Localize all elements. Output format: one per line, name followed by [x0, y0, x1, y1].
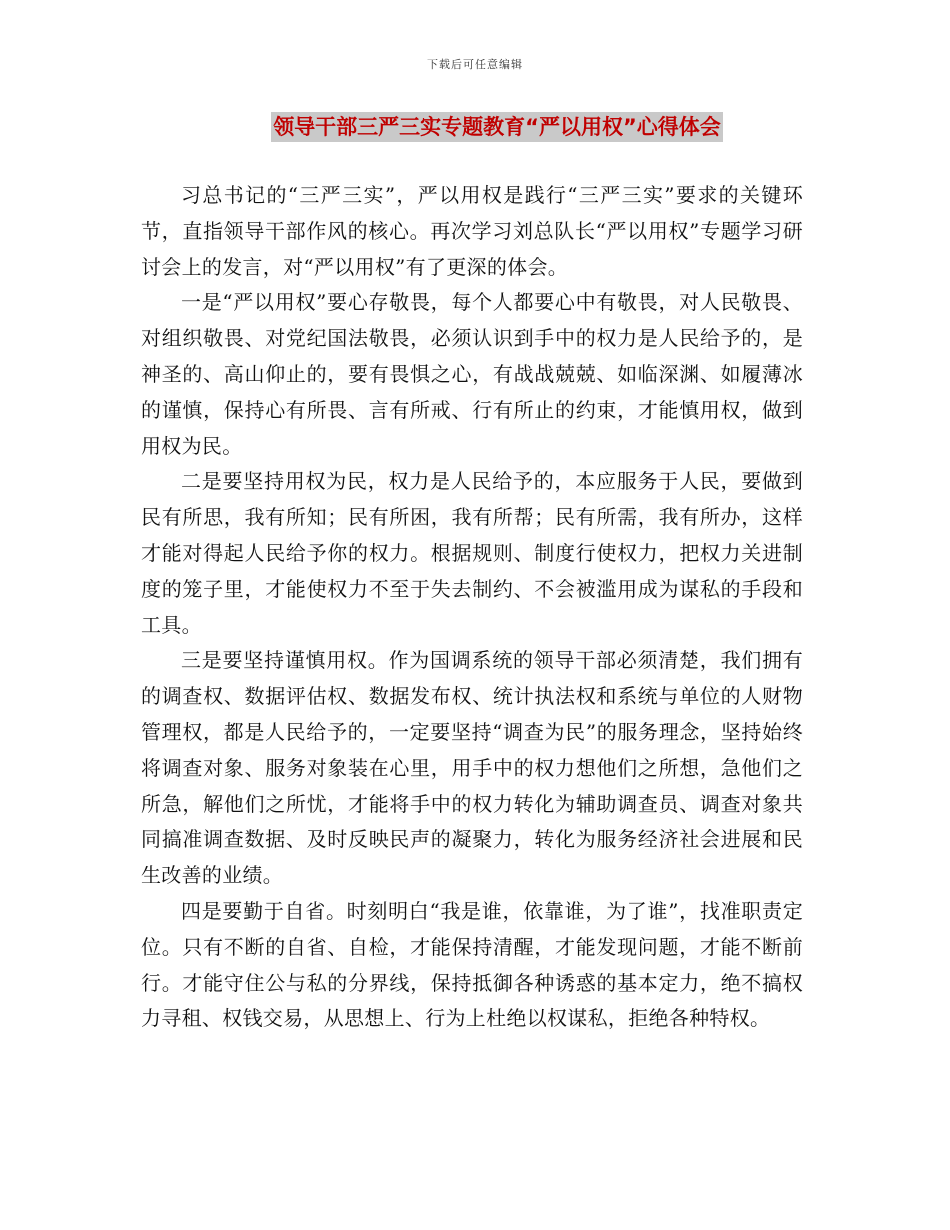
- header-note: 下载后可任意编辑: [427, 58, 523, 71]
- paragraph-point-two: 二是要坚持用权为民，权力是人民给予的，本应服务于人民，要做到民有所思，我有所知；民有所困，我有所帮；民有所需，我有所办，这样才能对得起人民给予你的权力。根据规则、制度行使权力，把权力关进制度的笼子里，才能使权力不至于失去制约、不会被滥用成为谋私的手段和工具。: [141, 469, 803, 637]
- document-body: [141, 178, 803, 1037]
- paragraph-intro: 习总书记的“三严三实”，严以用权是践行“三严三实”要求的关键环节，直指领导干部作风的核心。再次学习刘总队长“严以用权”专题学习研讨会上的发言，对“严以用权”有了更深的体会。: [141, 183, 803, 279]
- document-title: 领导干部三严三实专题教育“严以用权”心得体会: [271, 112, 723, 142]
- paragraph-point-three: 三是要坚持谨慎用权。作为国调系统的领导干部必须清楚，我们拥有的调查权、数据评估权、数据发布权、统计执法权和系统与单位的人财物管理权，都是人民给予的，一定要坚持“调查为民”的服务理念，坚持始终将调查对象、服务对象装在心里，用手中的权力想他们之所想，急他们之所急，解他们之所忧，才能将手中的权力转化为辅助调查员、调查对象共同搞准调查数据、及时反映民声的凝聚力，转化为服务经济社会进展和民生改善的业绩。: [141, 648, 803, 888]
- title-container: [0, 112, 950, 142]
- paragraph-point-four: 四是要勤于自省。时刻明白“我是谁，依靠谁，为了谁”，找准职责定位。只有不断的自省、自检，才能保持清醒，才能发现问题，才能不断前行。才能守住公与私的分界线，保持抵御各种诱惑的基本定力，绝不搞权力寻租、权钱交易，从思想上、行为上杜绝以权谋私，拒绝各种特权。: [141, 898, 803, 1031]
- paragraph-point-one: 一是“严以用权”要心存敬畏，每个人都要心中有敬畏，对人民敬畏、对组织敬畏、对党纪国法敬畏，必须认识到手中的权力是人民给予的，是神圣的、高山仰止的，要有畏惧之心，有战战兢兢、如临深渊、如履薄冰的谨慎，保持心有所畏、言有所戒、行有所止的约束，才能慎用权，做到用权为民。: [141, 290, 803, 458]
